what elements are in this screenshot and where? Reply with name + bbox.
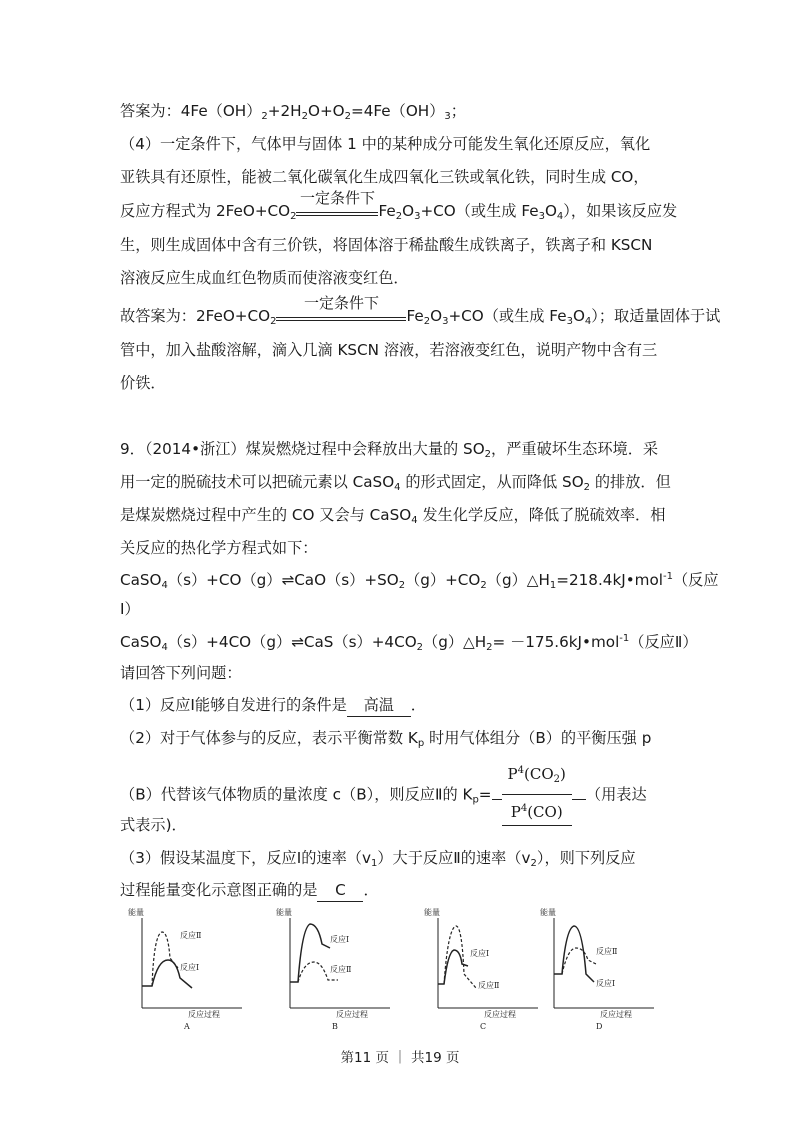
svg-text:反应Ⅰ: 反应Ⅰ [180,963,200,972]
answer-line-4: 故答案为：$2FeO+CO_2$ 一定条件下 $Fe_2O_3+CO$（或生成 $Fe_3O_4$）；取适量固体于试 [120,294,721,327]
answer-blank: 高温 [347,694,411,717]
svg-text:能量: 能量 [424,908,440,917]
svg-text:能量: 能量 [540,908,556,917]
answer-line-3: 答案为：$4Fe(OH)_2+2H_2O+O_2=4Fe(OH)_3$； [120,102,466,122]
solid-curve [554,926,594,982]
reaction-condition: 一定条件下 [296,200,378,222]
reaction-equation-line: 反应方程式为 $2FeO+CO_2$ 一定条件下 $Fe_2O_3+CO$（或生成 $Fe_3O_4$），如果该反应发 [120,189,678,222]
sub-question-1: （1）反应Ⅰ能够自发进行的条件是 高温 ． [120,694,426,717]
sub-question-3: （3）假设某温度下，反应Ⅰ的速率$(v_1)$大于反应Ⅱ的速率$(v_2)$，则下列反应 [120,849,636,869]
kp-expression: $\frac{P^4(CO_2)}{P^4(CO)}$ [502,760,572,826]
sub-question-2: （2）对于气体参与的反应，表示平衡常数 $K_p$ 时用气体组分（B）的平衡压强 p [120,729,652,749]
paragraph-line: （4）一定条件下，气体甲与固体 1 中的某种成分可能发生氧化还原反应，氧化 [120,135,651,153]
energy-diagram-a [122,904,294,1034]
svg-text:反应过程: 反应过程 [336,1010,368,1019]
paragraph-line: 请回答下列问题： [120,664,242,682]
svg-text:C: C [480,1022,487,1031]
paragraph-line: 价铁． [120,374,166,392]
option-letter: A [184,1022,190,1031]
svg-text:D: D [596,1022,603,1031]
paragraph-line: 生，则生成固体中含有三价铁，将固体溶于稀盐酸生成铁离子，铁离子和 KSCN [120,236,653,254]
svg-text:B: B [332,1022,338,1031]
svg-text:反应Ⅰ: 反应Ⅰ [596,979,616,988]
svg-text:反应Ⅱ: 反应Ⅱ [596,947,618,956]
paragraph-line: 管中，加入盐酸溶解，滴入几滴 KSCN 溶液，若溶液变红色，说明产物中含有三 [120,341,658,359]
paragraph-line: 式表示)． [120,816,187,834]
sub-question-3-cont: 过程能量变化示意图正确的是 C ． [120,879,379,902]
dashed-curve [562,948,596,974]
dashed-curve [152,932,178,986]
paragraph-line: 亚铁具有还原性，能被二氧化碳氧化生成四氧化三铁或氧化铁，同时生成 CO， [120,168,649,186]
energy-diagram-d [534,904,706,1034]
energy-diagram-b [270,904,442,1034]
paragraph-line: 用一定的脱硫技术可以把硫元素以 CaSO$_4$ 的形式固定，从而降低 $SO_2$ 的排放．但 [120,473,671,493]
question-9-stem: 9．（2014•浙江）煤炭燃烧过程中会释放出大量的 $SO_2$，严重破坏生态环境．采 [120,440,659,460]
thermochemical-equation-2: $CaSO_4(s)+4CO(g)\rightleftharpoons CaS(s)+4CO_2(g)\triangle H_2=$ －175.6kJ•mol$^{-1}$（反应Ⅱ） [120,633,698,653]
svg-text:反应Ⅰ: 反应Ⅰ [330,935,350,944]
y-axis-label: 能量 [128,908,144,917]
svg-text:反应过程: 反应过程 [600,1010,632,1019]
paragraph-line: 是煤炭燃烧过程中产生的 CO 又会与 CaSO$_4$ 发生化学反应，降低了脱硫效率．相 [120,506,666,526]
page-footer: 第11 页 ｜ 共19 页 [340,1050,460,1066]
paragraph-line: 溶液反应生成血红色物质而使溶液变红色． [120,269,409,287]
paragraph-line: Ⅰ） [120,600,140,618]
reaction-condition: 一定条件下 [276,305,406,327]
answer-blank: C [317,879,363,902]
svg-text:反应过程: 反应过程 [484,1010,516,1019]
svg-text:能量: 能量 [276,908,292,917]
svg-text:反应Ⅱ: 反应Ⅱ [330,965,352,974]
svg-text:反应Ⅱ: 反应Ⅱ [478,981,500,990]
x-axis-label: 反应过程 [188,1010,220,1019]
solid-curve [290,924,330,982]
paragraph-line: 关反应的热化学方程式如下： [120,539,318,557]
svg-text:反应Ⅱ: 反应Ⅱ [180,931,202,940]
thermochemical-equation-1: $CaSO_4(s)+CO(g)\rightleftharpoons CaO(s)+SO_2(g)+CO_2(g)\triangle H_1=218.4kJ•mol^{-1}$（反应 [120,571,719,591]
svg-text:反应Ⅰ: 反应Ⅰ [470,949,490,958]
sub-question-2-cont: （B）代替该气体物质的量浓度 c（B），则反应Ⅱ的 $K_p=$ $\frac{P^4(CO_2)}{P^4(CO)}$ （用表达 [120,762,647,828]
